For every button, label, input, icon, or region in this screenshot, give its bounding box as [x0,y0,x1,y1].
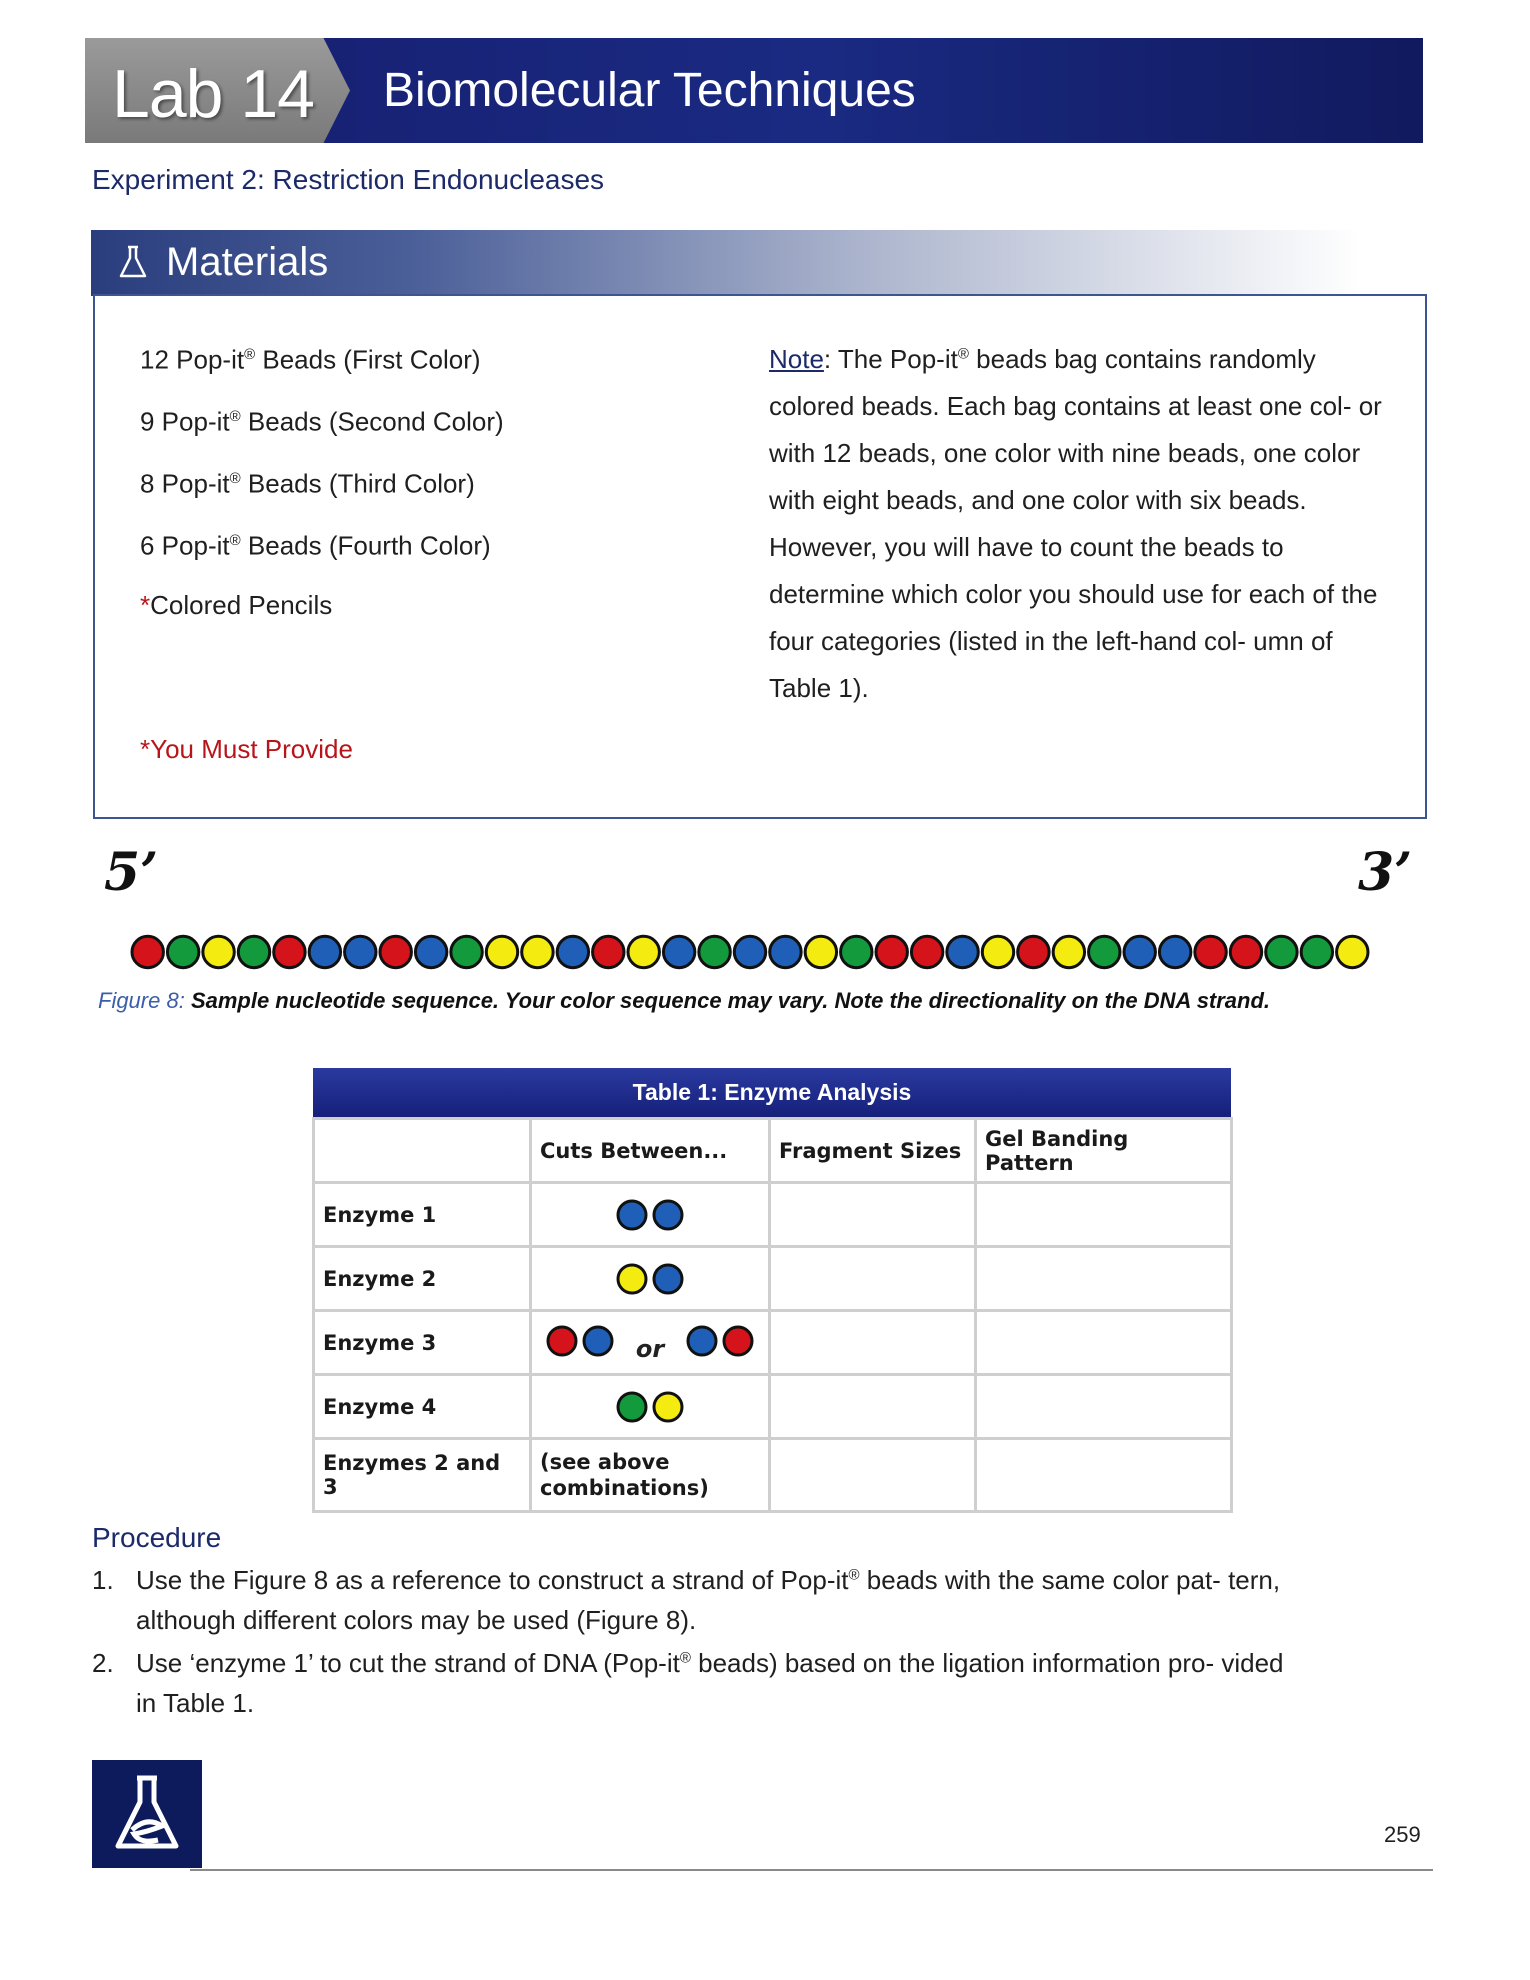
red-bead [380,936,411,967]
gel-pattern-cell[interactable] [976,1247,1232,1311]
blue-bead [1124,936,1155,967]
material-item: 9 Pop-it® Beads (Second Color) [140,406,504,437]
cut-beads-alt [540,1323,760,1363]
materials-note: Note: The Pop-it® beads bag contains randomly colored beads. Each bag contains at least one col- or with 12 beads, one color with nine beads, one color with eight beads, and one color with six beads. However, you will have to count the beads to determine which color you should use for each of the four categories (listed in the left-hand col- umn of Table 1). [769,344,1382,703]
green-bead [1089,936,1120,967]
lab-number: Lab 14 [112,56,314,132]
enzyme-name: Enzyme 1 [314,1183,531,1247]
table-title: Table 1: Enzyme Analysis [313,1068,1231,1117]
red-bead [1195,936,1226,967]
enzyme-table [312,1117,1233,1513]
fragment-size-cell[interactable] [770,1311,976,1375]
blue-bead [309,936,340,967]
red-bead [593,936,624,967]
yellow-bead [618,1265,646,1293]
red-bead [274,936,305,967]
lab-title: Biomolecular Techniques [383,64,916,117]
green-bead [1266,936,1297,967]
yellow-bead [1053,936,1084,967]
blue-bead [345,936,376,967]
blue-bead [663,936,694,967]
cut-cell [531,1183,770,1247]
blue-bead [654,1265,682,1293]
yellow-bead [203,936,234,967]
cut-cell [531,1311,770,1375]
cut-cell [531,1247,770,1311]
table-header-cell: Fragment Sizes [770,1119,976,1183]
footer-rule [190,1869,1433,1871]
cut-beads [610,1261,690,1297]
figure-label: Figure 8: [98,988,185,1013]
yellow-bead [1337,936,1368,967]
red-bead [132,936,163,967]
table-row [314,1311,1232,1375]
material-item-pencils: *Colored Pencils [140,590,333,620]
fragment-size-cell[interactable] [770,1375,976,1439]
gel-pattern-cell[interactable] [976,1183,1232,1247]
blue-bead [618,1201,646,1229]
red-bead [548,1327,576,1355]
yellow-bead [486,936,517,967]
yellow-bead [654,1393,682,1421]
green-bead [1301,936,1332,967]
table-row [314,1183,1232,1247]
table-row [314,1375,1232,1439]
fragment-size-cell[interactable] [770,1439,976,1512]
must-provide-note: *You Must Provide [140,734,353,764]
green-bead [451,936,482,967]
yellow-bead [805,936,836,967]
publisher-logo [92,1760,202,1868]
enzyme-name: Enzymes 2 and 3 [314,1439,531,1512]
red-bead [724,1327,752,1355]
yellow-bead [522,936,553,967]
blue-bead [557,936,588,967]
enzyme-name: Enzyme 2 [314,1247,531,1311]
red-bead [876,936,907,967]
red-bead [911,936,942,967]
blue-bead [654,1201,682,1229]
procedure-title: Procedure [92,1522,222,1553]
blue-bead [415,936,446,967]
note-label: Note [769,344,824,374]
yellow-bead [628,936,659,967]
blue-bead [947,936,978,967]
three-prime-label: 3’ [1358,842,1413,903]
gel-pattern-cell[interactable] [976,1311,1232,1375]
bead-strand [130,929,1370,975]
green-bead [167,936,198,967]
blue-bead [734,936,765,967]
gel-pattern-cell[interactable] [976,1375,1232,1439]
procedure-step: 2. Use ‘enzyme 1’ to cut the strand of DNA (Pop-it® beads) based on the ligation information pro- vided in Table 1. [92,1648,1284,1718]
blue-bead [688,1327,716,1355]
table-header-row [314,1119,1232,1183]
page-number: 259 [1384,1822,1421,1847]
yellow-bead [982,936,1013,967]
cut-beads [610,1389,690,1425]
gel-pattern-cell[interactable] [976,1439,1232,1512]
materials-title: Materials [166,240,329,284]
green-bead [618,1393,646,1421]
material-item: 8 Pop-it® Beads (Third Color) [140,468,475,499]
cut-cell [531,1375,770,1439]
figure-caption: Figure 8: Sample nucleotide sequence. Your color sequence may vary. Note the directionality on the DNA strand. [98,988,1271,1013]
green-bead [841,936,872,967]
enzyme-name: Enzyme 4 [314,1375,531,1439]
flask-logo-icon [92,1760,202,1868]
blue-bead [770,936,801,967]
table-header-cell: Gel Banding Pattern [976,1119,1232,1183]
five-prime-label: 5’ [104,842,159,903]
flask-icon [118,244,148,280]
blue-bead [1159,936,1190,967]
table-header-cell: Cuts Between... [531,1119,770,1183]
red-bead [1018,936,1049,967]
table-row [314,1247,1232,1311]
fragment-size-cell[interactable] [770,1247,976,1311]
material-item: 6 Pop-it® Beads (Fourth Color) [140,530,491,561]
fragment-size-cell[interactable] [770,1183,976,1247]
red-bead [1230,936,1261,967]
experiment-heading: Experiment 2: Restriction Endonucleases [92,164,605,195]
green-bead [699,936,730,967]
enzyme-name: Enzyme 3 [314,1311,531,1375]
cut-cell-text: (see above combinations) [531,1439,770,1512]
cut-beads [610,1197,690,1233]
procedure-step: 1. Use the Figure 8 as a reference to construct a strand of Pop-it® beads with the same color pat- tern, although different colors may be used (Figure 8). [92,1565,1281,1635]
material-item: 12 Pop-it® Beads (First Color) [140,344,481,375]
table-row [314,1439,1232,1512]
table-header-cell [314,1119,531,1183]
green-bead [238,936,269,967]
or-label: or [635,1334,665,1363]
blue-bead [584,1327,612,1355]
